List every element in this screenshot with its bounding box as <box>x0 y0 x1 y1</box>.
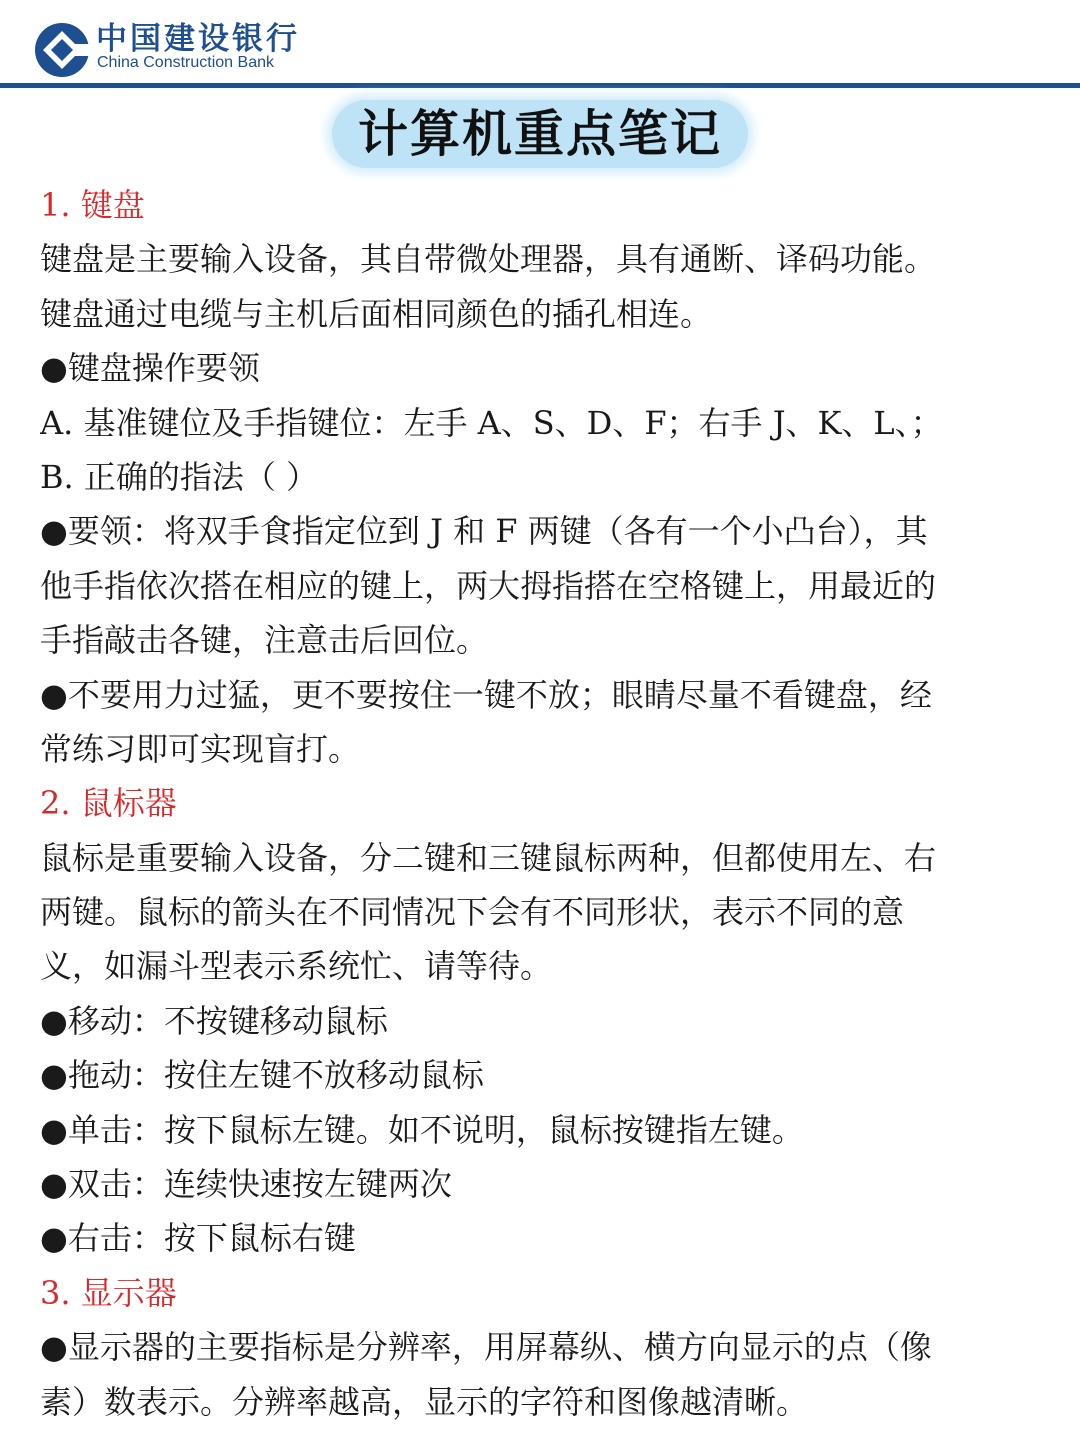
note-line: ●显示器的主要指标是分辨率，用屏幕纵、横方向显示的点（像 <box>40 1328 932 1367</box>
section-heading: 1. 键盘 <box>40 186 145 224</box>
note-line: ●键盘操作要领 <box>40 349 260 388</box>
notes-body <box>40 178 1040 1429</box>
note-line: 键盘是主要输入设备，其自带微处理器，具有通断、译码功能。 <box>40 240 937 279</box>
ccb-logo-icon <box>34 22 90 78</box>
note-line: 常练习即可实现盲打。 <box>40 729 361 768</box>
title-area <box>0 100 1080 172</box>
note-line: ●右击：按下鼠标右键 <box>40 1219 356 1258</box>
note-line: 键盘通过电缆与主机后面相同颜色的插孔相连。 <box>40 294 713 333</box>
note-line: ●拖动：按住左键不放移动鼠标 <box>40 1056 484 1095</box>
bank-name-english: China Construction Bank <box>97 54 274 71</box>
note-line: 义，如漏斗型表示系统忙、请等待。 <box>40 947 553 986</box>
note-line: 鼠标是重要输入设备，分二键和三键鼠标两种，但都使用左、右 <box>40 838 937 877</box>
note-line: ●不要用力过猛，更不要按住一键不放；眼睛尽量不看键盘，经 <box>40 675 932 714</box>
note-line: 他手指依次搭在相应的键上，两大拇指搭在空格键上，用最近的 <box>40 566 937 605</box>
page-title: 计算机重点笔记 <box>332 100 748 168</box>
bank-name-chinese: 中国建设银行 <box>96 21 300 57</box>
note-line: 手指敲击各键，注意击后回位。 <box>40 621 489 660</box>
note-line: 素）数表示。分辨率越高，显示的字符和图像越清晰。 <box>40 1382 809 1421</box>
note-line: ●双击：连续快速按左键两次 <box>40 1165 452 1204</box>
note-line: 两键。鼠标的箭头在不同情况下会有不同形状，表示不同的意 <box>40 893 905 932</box>
brand-header <box>0 0 1080 88</box>
note-line: ●要领：将双手食指定位到 J 和 F 两键（各有一个小凸台），其 <box>40 512 928 551</box>
section-heading: 3. 显示器 <box>40 1273 177 1312</box>
note-line: A. 基准键位及手指键位：左手 A、S、D、F；右手 J、K、L、； <box>40 403 943 442</box>
section-heading: 2. 鼠标器 <box>40 784 177 823</box>
note-line: ●移动：不按键移动鼠标 <box>40 1001 388 1040</box>
note-line: ●单击：按下鼠标左键。如不说明，鼠标按键指左键。 <box>40 1110 804 1149</box>
note-line: B. 正确的指法（ ） <box>40 457 319 496</box>
